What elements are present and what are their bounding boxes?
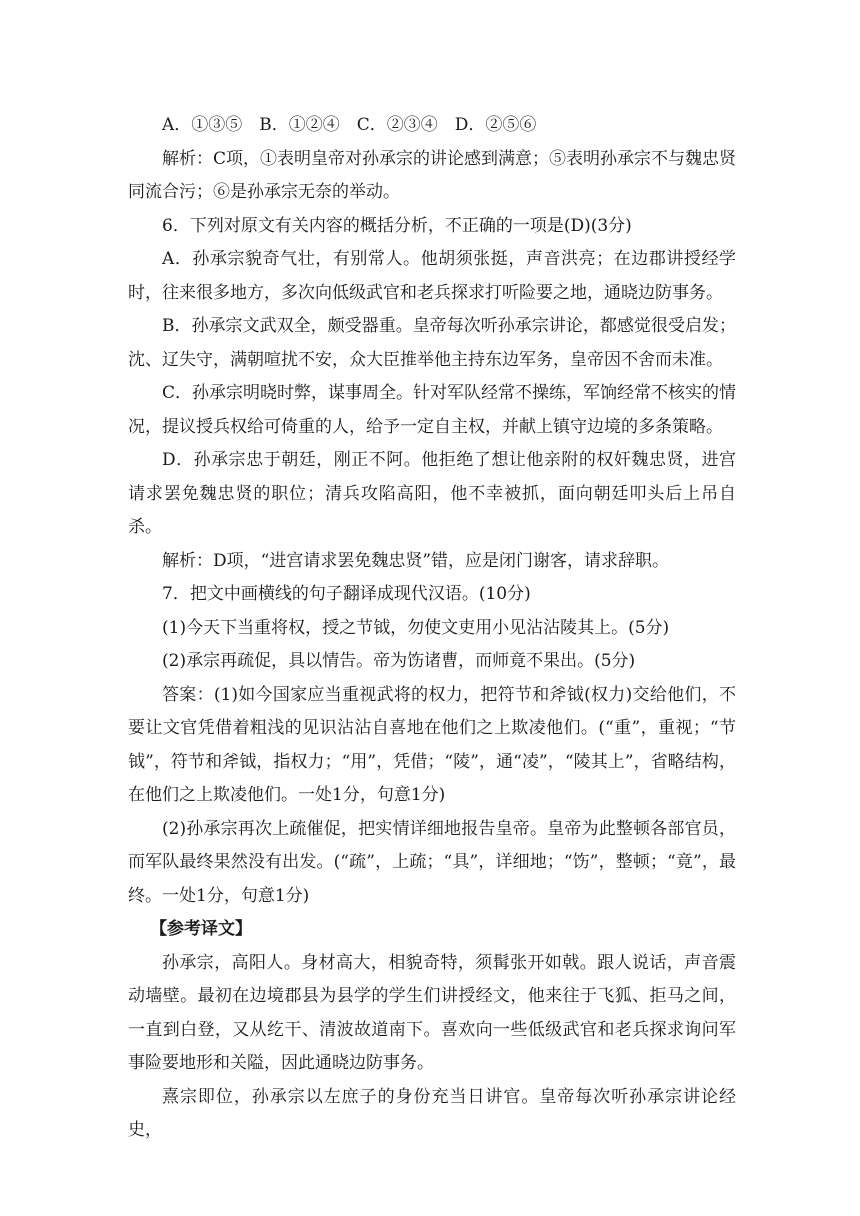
answer-options: A．①③⑤ B．①②④ C．②③④ D．②⑤⑥ [162, 115, 537, 135]
question-7-1: (1)今天下当重将权，授之节钺，勿使文吏用小见沾沾陵其上。(5分) [162, 617, 670, 638]
option-6d: D．孙承宗忠于朝廷，刚正不阿。他拒绝了想让他亲附的权奸魏忠贤，进宫请求罢免魏忠贤的职位；清兵攻陷高阳，他不幸被抓，面向朝廷叩头后上吊自杀。 [128, 450, 736, 537]
answer-7-2: (2)孙承宗再次上疏催促，把实情详细地报告皇帝。皇帝为此整顿各部官员，而军队最终果然没有出发。(“疏”，上疏；“具”，详细地；“饬”，整顿；“竟”，最终。一处1分，句意1分) [128, 818, 736, 906]
reference-translation-heading: 【参考译文】 [150, 919, 252, 939]
option-6c: C．孙承宗明晓时弊，谋事周全。针对军队经常不操练，军饷经常不核实的情况，提议授兵权给可倚重的人，给予一定自主权，并献上镇守边境的多条策略。 [128, 383, 737, 437]
document-page [128, 109, 736, 1148]
question-7-2: (2)承宗再疏促，具以情告。帝为饬诸曹，而师竟不果出。(5分) [162, 651, 636, 671]
option-6a: A．孙承宗貌奇气壮，有别常人。他胡须张挺，声音洪亮；在边郡讲授经学时，往来很多地方，多次向低级武官和老兵探求打听险要之地，通晓边防事务。 [128, 249, 736, 303]
question-7: 7．把文中画横线的句子翻译成现代汉语。(10分) [162, 584, 531, 604]
analysis-q5: 解析：C项，①表明皇帝对孙承宗的讲论感到满意；⑤表明孙承宗不与魏忠贤同流合污；⑥是孙承宗无奈的举动。 [128, 148, 737, 202]
translation-paragraph-1: 孙承宗，高阳人。身材高大，相貌奇特，须髯张开如戟。跟人说话，声音震动墙壁。最初在边境郡县为县学的学生们讲授经文，他来往于飞狐、拒马之间，一直到白登，又从纥干、清波故道南下。喜欢向一些低级武官和老兵探求询问军事险要地形和关隘，因此通晓边防事务。 [128, 952, 736, 1073]
analysis-q6: 解析：D项，“进宫请求罢免魏忠贤”错，应是闭门谢客，请求辞职。 [162, 550, 670, 571]
question-6: 6．下列对原文有关内容的概括分析，不正确的一项是(D)(3分) [162, 215, 632, 236]
option-6b: B．孙承宗文武双全，颇受器重。皇帝每次听孙承宗讲论，都感觉很受启发；沈、辽失守，满朝喧扰不安，众大臣推举他主持东边军务，皇帝因不舍而未准。 [128, 316, 736, 370]
translation-paragraph-2: 熹宗即位，孙承宗以左庶子的身份充当日讲官。皇帝每次听孙承宗讲论经史， [128, 1086, 736, 1140]
answer-7-1: 答案：(1)如今国家应当重视武将的权力，把符节和斧钺(权力)交给他们，不要让文官凭借着粗浅的见识沾沾自喜地在他们之上欺凌他们。(“重”，重视；“节钺”，符节和斧钺，指权力；“用”，凭借；“陵”，通“凌”，“陵其上”，省略结构，在他们之上欺凌他们。一处1分，句意1分) [128, 684, 736, 805]
